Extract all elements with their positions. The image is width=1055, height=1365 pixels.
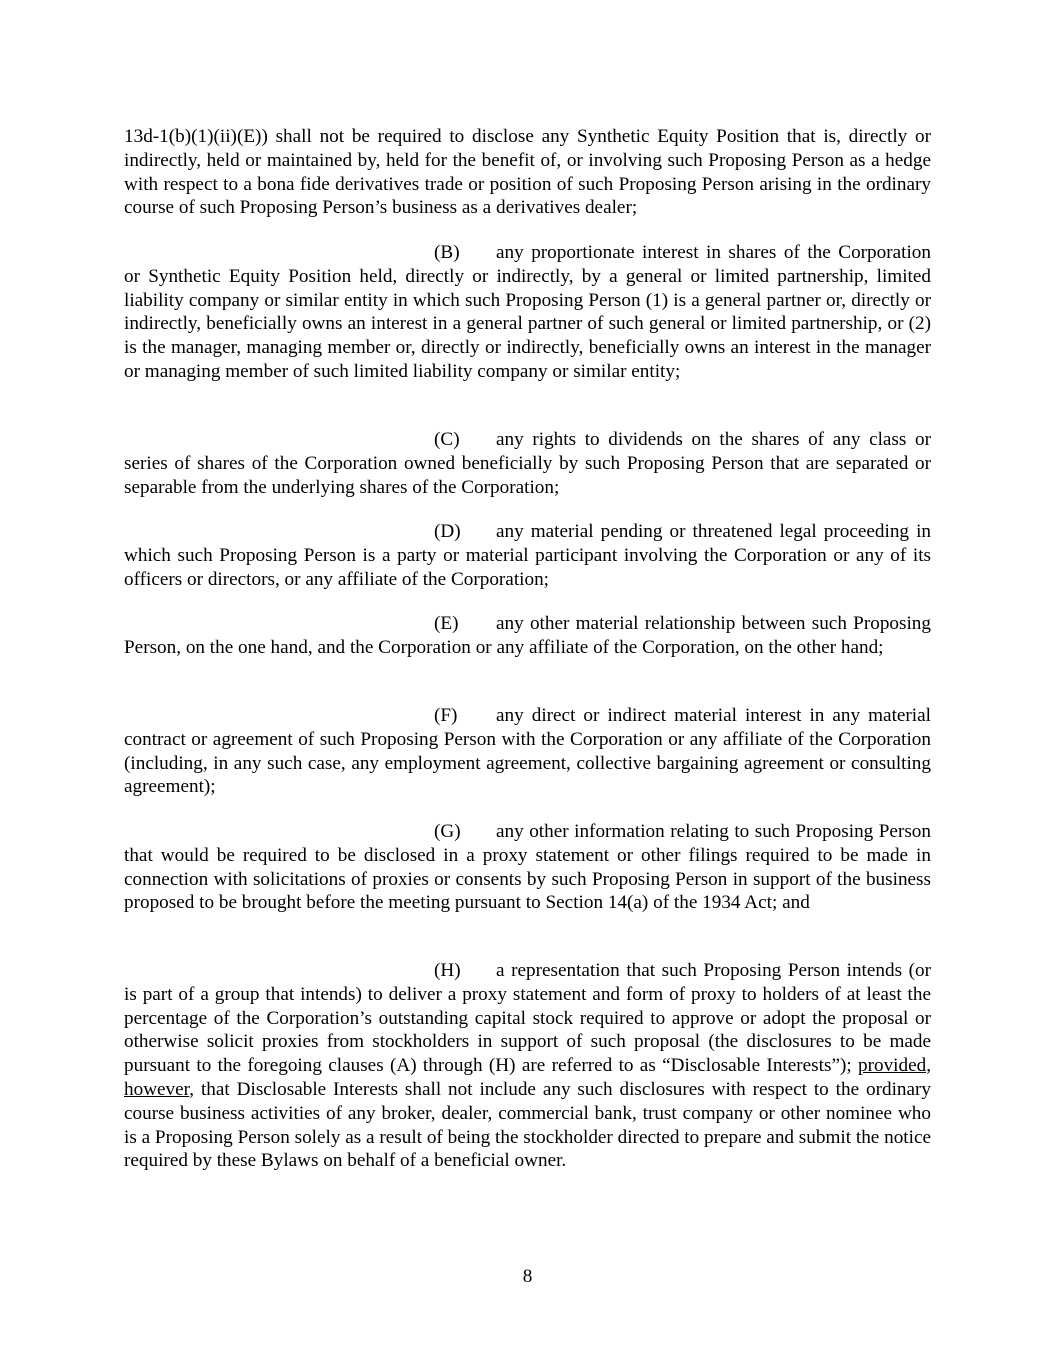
however-term: however: [124, 1078, 190, 1100]
clause-text: a representation that such Proposing Person intends (or is part of a group that intends) to deliver a proxy statement and form of proxy to holders of at least the percentage of the Corporation’s outstanding capital stock required to approve or adopt the proposal or otherwise solicit proxies from stockholders in support of such proposal (the disclosures to be made pursuant to the foregoing clauses (A) through (H) are referred to as “Disclosable Interests”);: [124, 960, 931, 1077]
clause-label: (C): [434, 429, 460, 450]
clause-g-paragraph: [124, 820, 931, 915]
clause-text: any other information relating to such Proposing Person that would be required to be disclosed in a proxy statement or other filings required to be made in connection with solicitations of proxies or consents by such Proposing Person in support of the business proposed to be brought before the meeting pursuant to Section 14(a) of the 1934 Act; and: [124, 821, 931, 914]
continuation-paragraph: 13d-1(b)(1)(ii)(E)) shall not be required to disclose any Synthetic Equity Position that is, directly or indirectly, held or maintained by, held for the benefit of, or involving such Proposing Person as a hedge with respect to a bona fide derivatives trade or position of such Proposing Person arising in the ordinary course of such Proposing Person’s business as a derivatives dealer;: [124, 126, 931, 219]
clause-text: any other material relationship between such Proposing Person, on the one hand, and the Corporation or any affiliate of the Corporation, on the other hand;: [124, 613, 931, 658]
clause-c-paragraph: [124, 428, 931, 499]
clause-label: (F): [434, 705, 458, 726]
clause-label: (H): [434, 960, 461, 981]
provided-term: provided: [858, 1055, 927, 1077]
clause-text-continued: , that Disclosable Interests shall not include any such disclosures with respect to the ordinary course business activities of any broker, dealer, commercial bank, trust company or other nominee who is a Proposing Person solely as a result of being the stockholder directed to prepare and submit the notice required by these Bylaws on behalf of a beneficial owner.: [124, 1078, 931, 1172]
clause-text: any direct or indirect material interest in any material contract or agreement of such Proposing Person with the Corporation or any affiliate of the Corporation (including, in any such case, any employment agreement, collective bargaining agreement or consulting agreement);: [124, 705, 931, 798]
clause-d-paragraph: [124, 520, 931, 591]
clause-text: any rights to dividends on the shares of any class or series of shares of the Corporation owned beneficially by such Proposing Person that are separated or separable from the underlying shares of the Corporation;: [124, 429, 931, 498]
clause-f-paragraph: [124, 704, 931, 799]
clause-text: any material pending or threatened legal proceeding in which such Proposing Person is a party or material participant involving the Corporation or any of its officers or directors, or any affiliate of the Corporation;: [124, 521, 931, 590]
clause-b-paragraph: [124, 241, 931, 384]
clause-h-paragraph: (H) a representation that such Proposing Person intends (or is part of a group that intends) to deliver a proxy statement and form of proxy to holders of at least the percentage of the Corporation’s outstanding capital stock required to approve or adopt the proposal or otherwise solicit proxies from stockholders in support of such proposal (the disclosures to be made pursuant to the foregoing clauses (A) through (H) are referred to as “Disclosable Interests”); provided, however, that Disclosable Interests shall not include any such disclosures with respect to the ordinary course business activities of any broker, dealer, commercial bank, trust company or other nominee who is a Proposing Person solely as a result of being the stockholder directed to prepare and submit the notice required by these Bylaws on behalf of a beneficial owner.: [124, 960, 932, 1172]
page-number: 8: [522, 1266, 533, 1287]
clause-label: (G): [434, 821, 461, 842]
clause-label: (B): [434, 242, 460, 263]
clause-text: any proportionate interest in shares of the Corporation or Synthetic Equity Position held, directly or indirectly, by a general or limited partnership, limited liability company or similar entity in which such Proposing Person (1) is a general partner or, directly or indirectly, beneficially owns an interest in a general partner of such general or limited partnership, or (2) is the manager, managing member or, directly or indirectly, beneficially owns an interest in the manager or managing member of such limited liability company or similar entity;: [124, 242, 931, 382]
clause-label: (D): [434, 521, 461, 542]
clause-e-paragraph: [124, 612, 931, 660]
clause-label: (E): [434, 613, 459, 634]
